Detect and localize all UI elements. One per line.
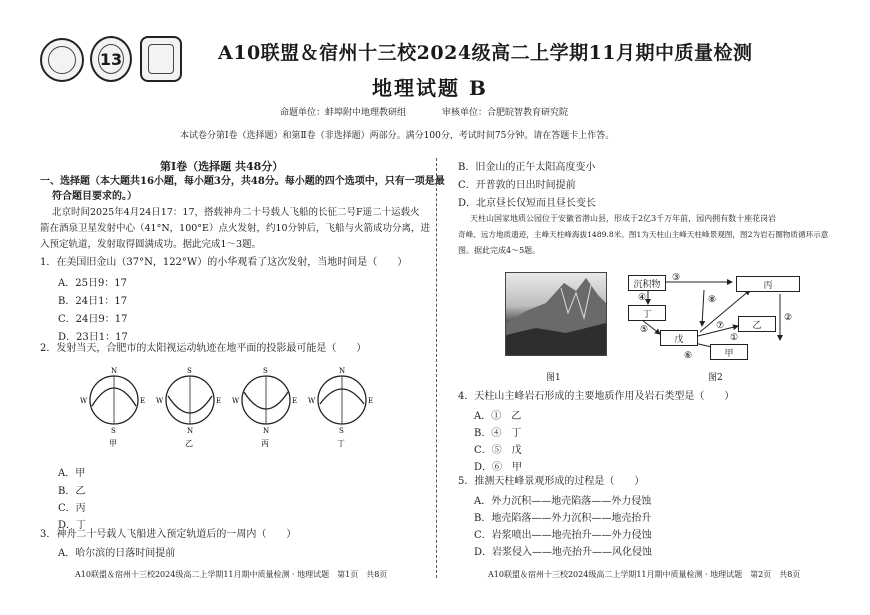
figure-1-caption: 图1: [546, 373, 561, 383]
compass-w: W: [308, 397, 316, 405]
q1-option-a[interactable]: A．25日9：17: [58, 278, 128, 289]
box-sediment: 沉积物: [628, 275, 666, 291]
material-line-1: 北京时间2025年4月24日17：17，搭载神舟二十号载人飞船的长征二号F遥二十运载火: [52, 207, 420, 218]
question-2: 2．发射当天，合肥市的太阳视运动轨迹在地平面的投影最可能是（ ）: [40, 343, 367, 354]
school-logo-3: [140, 36, 182, 82]
q2-option-c[interactable]: C．丙: [58, 503, 86, 514]
compass-n: N: [111, 367, 118, 375]
q4-option-c[interactable]: C．⑤ 戊: [474, 445, 522, 456]
arrow-label-3: ③: [672, 273, 681, 283]
q3-option-c[interactable]: C．开普敦的日出时间提前: [458, 180, 576, 191]
footer-left: A10联盟＆宿州十三校2024级高二上学期11月期中质量检测 · 地理试题 第1页 共8页: [75, 570, 388, 579]
compass-s: S: [339, 427, 344, 435]
compass-n: N: [263, 427, 270, 435]
arrow-label-2: ②: [784, 313, 793, 323]
compiler-line: 命题单位：蚌埠附中地理教研组 审核单位：合肥皖智教育研究院: [280, 108, 569, 118]
q4-option-b[interactable]: B．④ 丁: [474, 428, 522, 439]
figure-2-caption: 图2: [708, 373, 723, 383]
q5-option-b[interactable]: B．地壳陷落——外力沉积——地壳抬升: [474, 513, 652, 524]
label-bing: 丙: [261, 439, 269, 448]
q3-option-d[interactable]: D．北京昼长仅短而且昼长变长: [458, 198, 597, 209]
arrow-label-8: ⑧: [708, 295, 717, 305]
compass-e: E: [368, 397, 374, 405]
box-jia: 甲: [710, 344, 748, 360]
arrow-label-7: ⑦: [716, 321, 725, 331]
question-5: 5．推测天柱峰景观形成的过程是（ ）: [458, 476, 645, 487]
question-1: 1．在美国旧金山（37°N，122°W）的小华观看了这次发射，当地时间是（ ）: [40, 257, 408, 268]
q5-option-c[interactable]: C．岩浆喷出——地壳抬升——外力侵蚀: [474, 530, 652, 541]
sun-path-figures: [78, 362, 388, 452]
question-4: 4．天柱山主峰岩石形成的主要地质作用及岩石类型是（ ）: [458, 391, 735, 402]
school-logo-1: [40, 38, 84, 82]
logo-number: 13: [99, 49, 123, 69]
material-2-line-1: 天柱山国家地质公园位于安徽省潜山县，形成于2亿3千万年前，园内拥有数十座花岗岩: [470, 214, 777, 223]
part-title: 第Ⅰ卷（选择题 共48分）: [160, 160, 284, 173]
q3-option-b[interactable]: B．旧金山的正午太阳高度变小: [458, 162, 596, 173]
column-divider: [436, 158, 437, 578]
arrow-label-5: ⑤: [640, 325, 649, 335]
sun-path-yi: [156, 367, 221, 448]
q5-option-d[interactable]: D．岩浆侵入——地壳抬升——风化侵蚀: [474, 547, 653, 558]
compass-e: E: [216, 397, 222, 405]
compass-n: N: [187, 427, 194, 435]
section-heading-1: 一、选择题（本大题共16小题，每小题3分，共48分。每小题的四个选项中，只有一项是最: [40, 176, 445, 187]
sun-path-jia: [80, 367, 145, 448]
school-logo-2: [90, 36, 132, 82]
q1-option-d[interactable]: D．23日1：17: [58, 332, 128, 343]
q2-option-a[interactable]: A．甲: [58, 468, 86, 479]
exam-subtitle: 地理试题 B: [372, 76, 488, 100]
compass-e: E: [292, 397, 298, 405]
arrow-label-4: ④: [638, 293, 647, 303]
arrow-label-6: ⑥: [684, 351, 693, 361]
tianzhu-peak-photo: [505, 272, 607, 356]
compass-s: S: [263, 367, 268, 375]
q4-option-a[interactable]: A．① 乙: [474, 411, 522, 422]
q4-option-d[interactable]: D．⑥ 甲: [474, 462, 523, 473]
label-jia: 甲: [109, 439, 117, 448]
material-2-line-3: 图。据此完成4～5题。: [458, 246, 541, 255]
q3-option-a[interactable]: A．哈尔滨的日落时间提前: [58, 548, 176, 559]
q5-option-a[interactable]: A．外力沉积——地壳陷落——外力侵蚀: [474, 496, 652, 507]
material-line-2: 箭在酒泉卫星发射中心（41°N，100°E）点火发射，约10分钟后，飞船与火箭成功分离，进: [40, 223, 431, 234]
label-ding: 丁: [337, 439, 345, 448]
q2-option-d[interactable]: D．丁: [58, 520, 87, 531]
compass-e: E: [140, 397, 146, 405]
compass-s: S: [187, 367, 192, 375]
material-line-3: 入预定轨道，发射取得圆满成功。据此完成1～3题。: [40, 239, 262, 250]
instructions-line: 本试卷分第Ⅰ卷（选择题）和第Ⅱ卷（非选择题）两部分。满分100分，考试时间75分钟。请在答题卡上作答。: [180, 131, 615, 141]
section-heading-2: 符合题目要求的。）: [52, 191, 137, 202]
label-yi: 乙: [185, 439, 193, 448]
question-3: 3．神舟二十号载人飞船进入预定轨道后的一周内（ ）: [40, 529, 297, 540]
sun-path-bing: [232, 367, 297, 448]
q1-option-b[interactable]: B．24日1：17: [58, 296, 128, 307]
box-bing: 丙: [736, 276, 800, 292]
footer-right: A10联盟＆宿州十三校2024级高二上学期11月期中质量检测 · 地理试题 第2页 共8页: [488, 570, 801, 579]
sun-path-ding: [308, 367, 373, 448]
box-ding: 丁: [628, 305, 666, 321]
arrow-label-1: ①: [730, 333, 739, 343]
q2-option-b[interactable]: B．乙: [58, 486, 86, 497]
compass-w: W: [156, 397, 164, 405]
compass-w: W: [232, 397, 240, 405]
q1-option-c[interactable]: C．24日9：17: [58, 314, 128, 325]
compass-w: W: [80, 397, 88, 405]
material-2-line-2: 奇峰、远方地质遗迹，主峰天柱峰海拔1489.8米。图1为天柱山主峰天柱峰景观图，图2为岩石圈物质循环示意: [458, 230, 829, 239]
compass-s: S: [111, 427, 116, 435]
box-yi: 乙: [738, 316, 776, 332]
compass-n: N: [339, 367, 346, 375]
exam-title: A10联盟＆宿州十三校2024级高二上学期11月期中质量检测: [218, 42, 753, 64]
box-wu: 戊: [660, 330, 698, 346]
